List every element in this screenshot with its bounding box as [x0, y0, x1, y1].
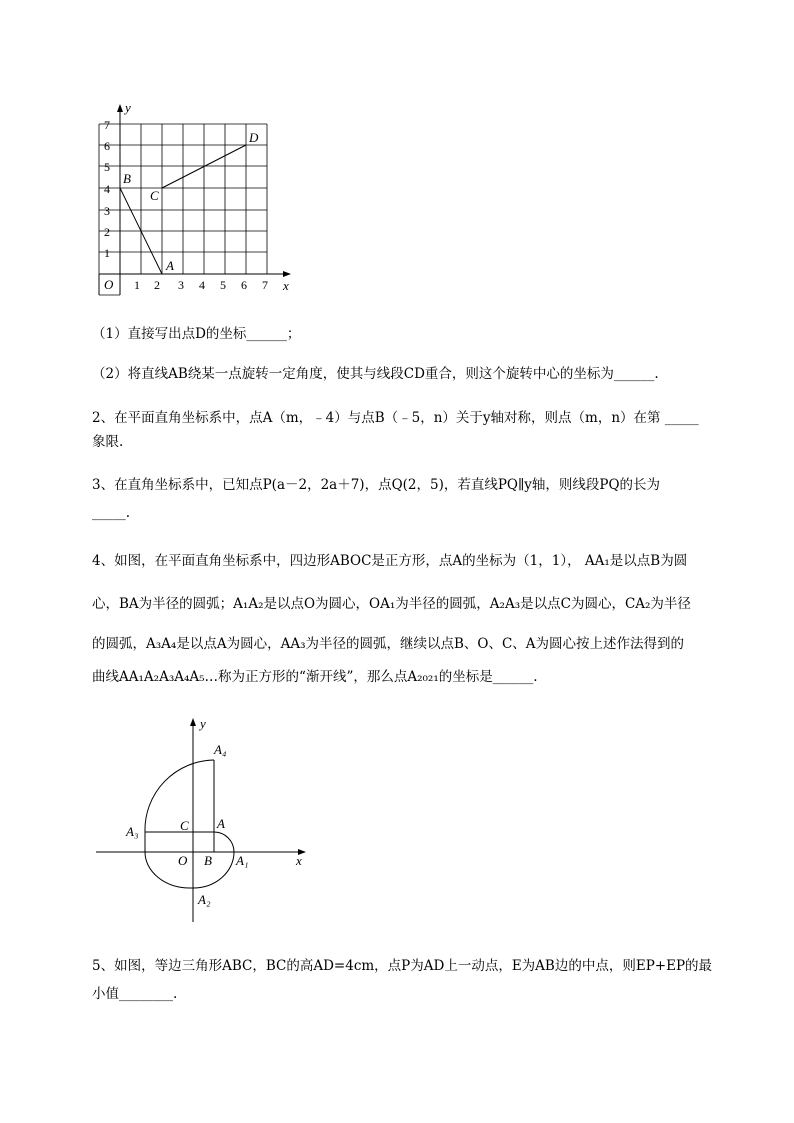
y-axis-label: y: [200, 716, 206, 731]
b-label: B: [204, 853, 212, 868]
point-d-label: D: [249, 130, 259, 145]
a-label: A: [217, 816, 225, 831]
y-tick: 1: [104, 246, 110, 260]
q3-line1: 3、在直角坐标系中，已知点P(a－2，2a＋7)，点Q(2，5)，若直线PQ∥y轴，则线段PQ的长为: [92, 477, 661, 493]
a3-label: A₃: [126, 824, 139, 839]
a2-label: A₂: [198, 892, 211, 907]
y-tick: 7: [104, 118, 110, 132]
q4-line3: 的圆弧，A₃A₄是以点A为圆心，AA₃为半径的圆弧，继续以点B、O、C、A为圆心按上述作法得到的: [92, 636, 685, 652]
q5-line1: 5、如图，等边三角形ABC，BC的高AD=4cm，点P为AD上一动点，E为AB边的中点，则EP+EP的最: [92, 958, 713, 974]
q4-line2: 心，BA为半径的圆弧；A₁A₂是以点O为圆心，OA₁为半径的圆弧，A₂A₃是以点C为圆心，CA₂为半径: [92, 596, 691, 612]
a1-label: A₁: [236, 853, 249, 868]
x-tick: 3: [178, 278, 184, 292]
point-c-label: C: [150, 188, 159, 203]
x-tick: 5: [220, 278, 226, 292]
point-a-label: A: [166, 258, 174, 273]
q4-line4: 曲线AA₁A₂A₃A₄A₅…称为正方形的“渐开线”，那么点A₂₀₂₁的坐标是______.: [92, 669, 538, 685]
q3-line2: _____.: [92, 505, 131, 521]
x-axis-arrow: [283, 271, 291, 277]
x-axis-label: x: [296, 853, 302, 868]
a4-label: A₄: [214, 742, 227, 757]
arc-a-a1: [214, 832, 234, 852]
x-tick: 7: [262, 278, 268, 292]
figure-grid-coordinates: [90, 100, 305, 300]
y-tick: 3: [104, 204, 110, 218]
y-tick: 4: [104, 182, 110, 196]
figure-square-involute: [90, 712, 315, 927]
x-tick: 1: [134, 278, 140, 292]
y-axis-arrow: [117, 104, 123, 112]
point-b-label: B: [123, 171, 131, 186]
x-tick: 2: [154, 278, 160, 292]
x-tick: 6: [241, 278, 247, 292]
q5-line2: 小值________.: [92, 986, 178, 1002]
q4-line1: 4、如图，在平面直角坐标系中，四边形ABOC是正方形，点A的坐标为（1，1）， AA₁是以点B为圆: [92, 553, 688, 569]
arc-a1-a2: [145, 852, 234, 888]
x-axis-label: x: [283, 278, 289, 293]
q2-line1: 2、在平面直角坐标系中，点A（m，﹣4）与点B（﹣5，n）关于y轴对称，则点（m，n）在第 _____: [92, 410, 699, 426]
x-tick: 4: [199, 278, 205, 292]
y-tick: 5: [104, 160, 110, 174]
c-label: C: [180, 818, 189, 833]
square-abo-c: [193, 832, 214, 852]
o-label: O: [178, 853, 188, 868]
y-tick: 6: [104, 139, 110, 153]
y-axis-label: y: [125, 100, 131, 115]
origin-label: O: [104, 277, 114, 292]
y-tick: 2: [104, 225, 110, 239]
q2-line2: 象限.: [92, 434, 124, 450]
grid-lines: [99, 124, 267, 295]
q1-part1: （1）直接写出点D的坐标______；: [92, 326, 301, 342]
y-axis-arrow: [190, 718, 196, 726]
q1-part2: （2）将直线AB绕某一点旋转一定角度，使其与线段CD重合，则这个旋转中心的坐标为______.: [92, 366, 659, 382]
